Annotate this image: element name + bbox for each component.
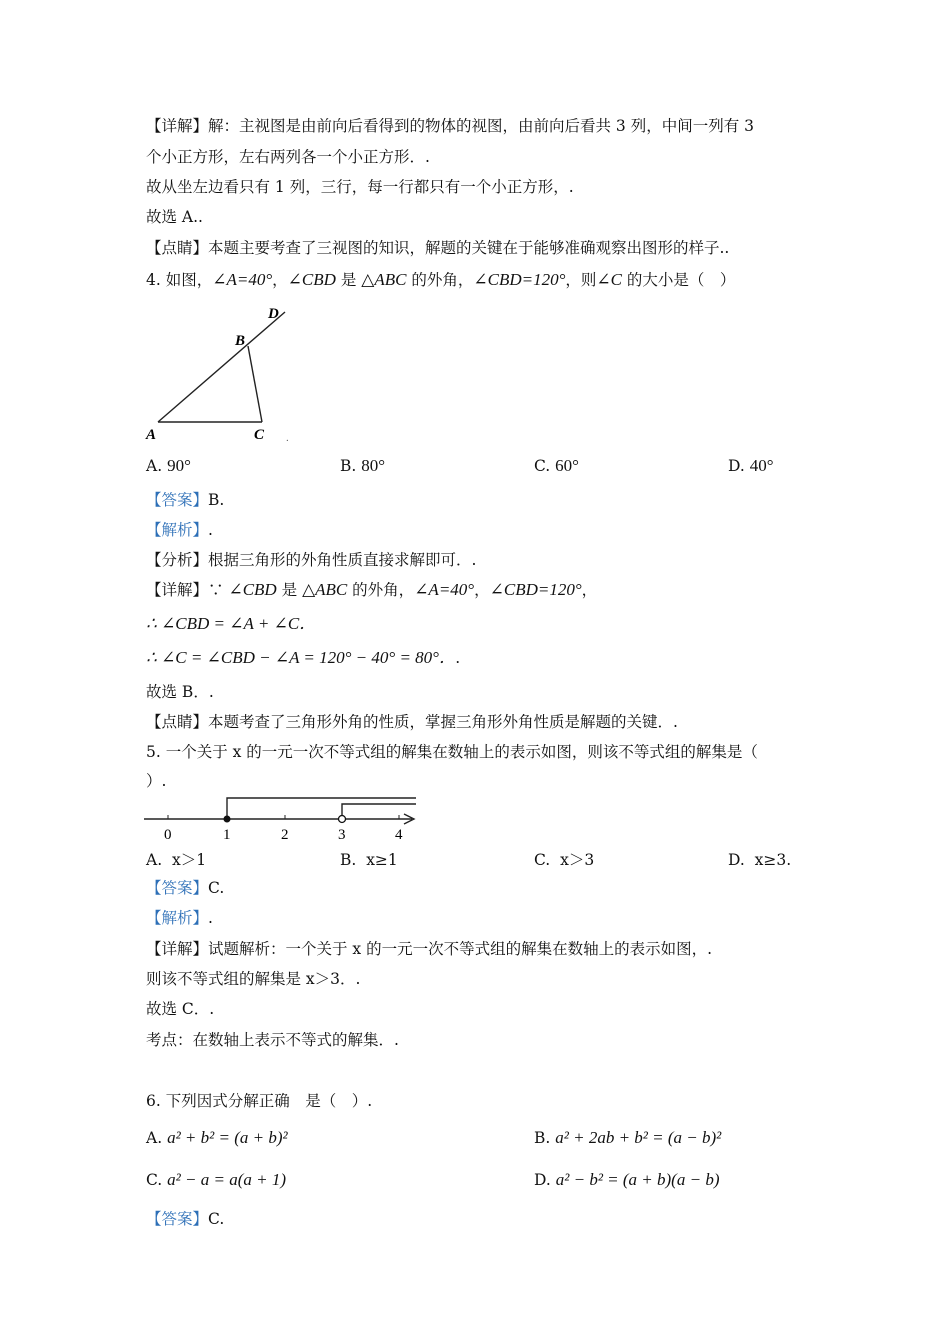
q5-stem-2: ）. — [146, 772, 167, 790]
q5-detail-2: 则该不等式组的解集是 x＞3．. — [146, 970, 361, 988]
q5-option-b: B. x≥1 — [340, 851, 398, 869]
triangle-figure — [140, 300, 310, 450]
tick-label-0: 0 — [164, 827, 172, 843]
q3-choice: 故选 A.. — [146, 208, 203, 226]
q4-step-2: ∴ ∠C = ∠CBD − ∠A = 120° − 40° = 80°．. — [146, 648, 461, 667]
open-dot — [339, 816, 346, 823]
q6-option-a: A. a² + b² = (a + b)² — [146, 1128, 288, 1147]
q4-option-a: A. 90° — [146, 456, 191, 475]
tick-label-3: 3 — [338, 827, 346, 843]
label-a: A — [146, 427, 157, 443]
q4-fenxi: 【分析】根据三角形的外角性质直接求解即可．. — [146, 551, 477, 569]
q5-choice: 故选 C．. — [146, 1000, 215, 1018]
tick-label-1: 1 — [223, 827, 231, 843]
tick-label-4: 4 — [395, 827, 403, 843]
q5-answer: 【答案】C. — [146, 879, 225, 897]
q5-option-c: C. x＞3 — [534, 851, 595, 869]
label-c: C — [254, 427, 265, 443]
q3-detail-line-2: 个小正方形，左右两列各一个小正方形．. — [146, 148, 430, 166]
q4-answer: 【答案】B. — [146, 491, 225, 509]
q5-detail: 【详解】试题解析：一个关于 x 的一元一次不等式组的解集在数轴上的表示如图，. — [146, 940, 713, 958]
q6-option-d: D. a² − b² = (a + b)(a − b) — [534, 1170, 720, 1189]
svg-text:.: . — [286, 432, 289, 444]
number-line-figure — [140, 792, 430, 848]
q4-option-d: D. 40° — [728, 456, 774, 475]
q4-option-b: B. 80° — [340, 456, 386, 475]
q6-option-b: B. a² + 2ab + b² = (a − b)² — [534, 1128, 722, 1147]
label-d: D — [268, 306, 279, 322]
q4-choice: 故选 B．. — [146, 683, 214, 701]
q5-kaodian: 考点：在数轴上表示不等式的解集．. — [146, 1031, 399, 1049]
q3-detail-line-3: 故从坐左边看只有 1 列，三行，每一行都只有一个小正方形，. — [146, 178, 574, 196]
q3-detail-line-1: 【详解】解：主视图是由前向后看得到的物体的视图，由前向后看共 3 列，中间一列有 3 — [146, 117, 755, 135]
q5-analysis: 【解析】. — [146, 909, 213, 927]
q6-stem: 6. 下列因式分解正确 是（ ）. — [146, 1092, 373, 1110]
q5-stem-1: 5. 一个关于 x 的一元一次不等式组的解集在数轴上的表示如图，则该不等式组的解集是（ — [146, 743, 758, 761]
q4-detail: 【详解】∵ ∠CBD 是 △ABC 的外角，∠A=40°，∠CBD=120°， — [146, 580, 598, 599]
q4-step-1: ∴ ∠CBD = ∠A + ∠C． — [146, 614, 317, 633]
q5-option-a: A. x＞1 — [146, 851, 207, 869]
q6-answer: 【答案】C. — [146, 1210, 225, 1228]
q5-option-d: D. x≥3. — [728, 851, 792, 869]
closed-dot — [224, 816, 231, 823]
q3-comment: 【点睛】本题主要考查了三视图的知识，解题的关键在于能够准确观察出图形的样子.. — [146, 239, 730, 257]
q4-analysis: 【解析】. — [146, 521, 213, 539]
q4-option-c: C. 60° — [534, 456, 579, 475]
tick-label-2: 2 — [281, 827, 289, 843]
label-b: B — [235, 333, 246, 349]
q6-option-c: C. a² − a = a(a + 1) — [146, 1170, 287, 1189]
q4-comment: 【点睛】本题考查了三角形外角的性质，掌握三角形外角性质是解题的关键．. — [146, 713, 678, 731]
q4-stem: 4. 如图，∠A=40°，∠CBD 是 △ABC 的外角，∠CBD=120°，则∠C 的大小是（ ） — [146, 270, 736, 289]
